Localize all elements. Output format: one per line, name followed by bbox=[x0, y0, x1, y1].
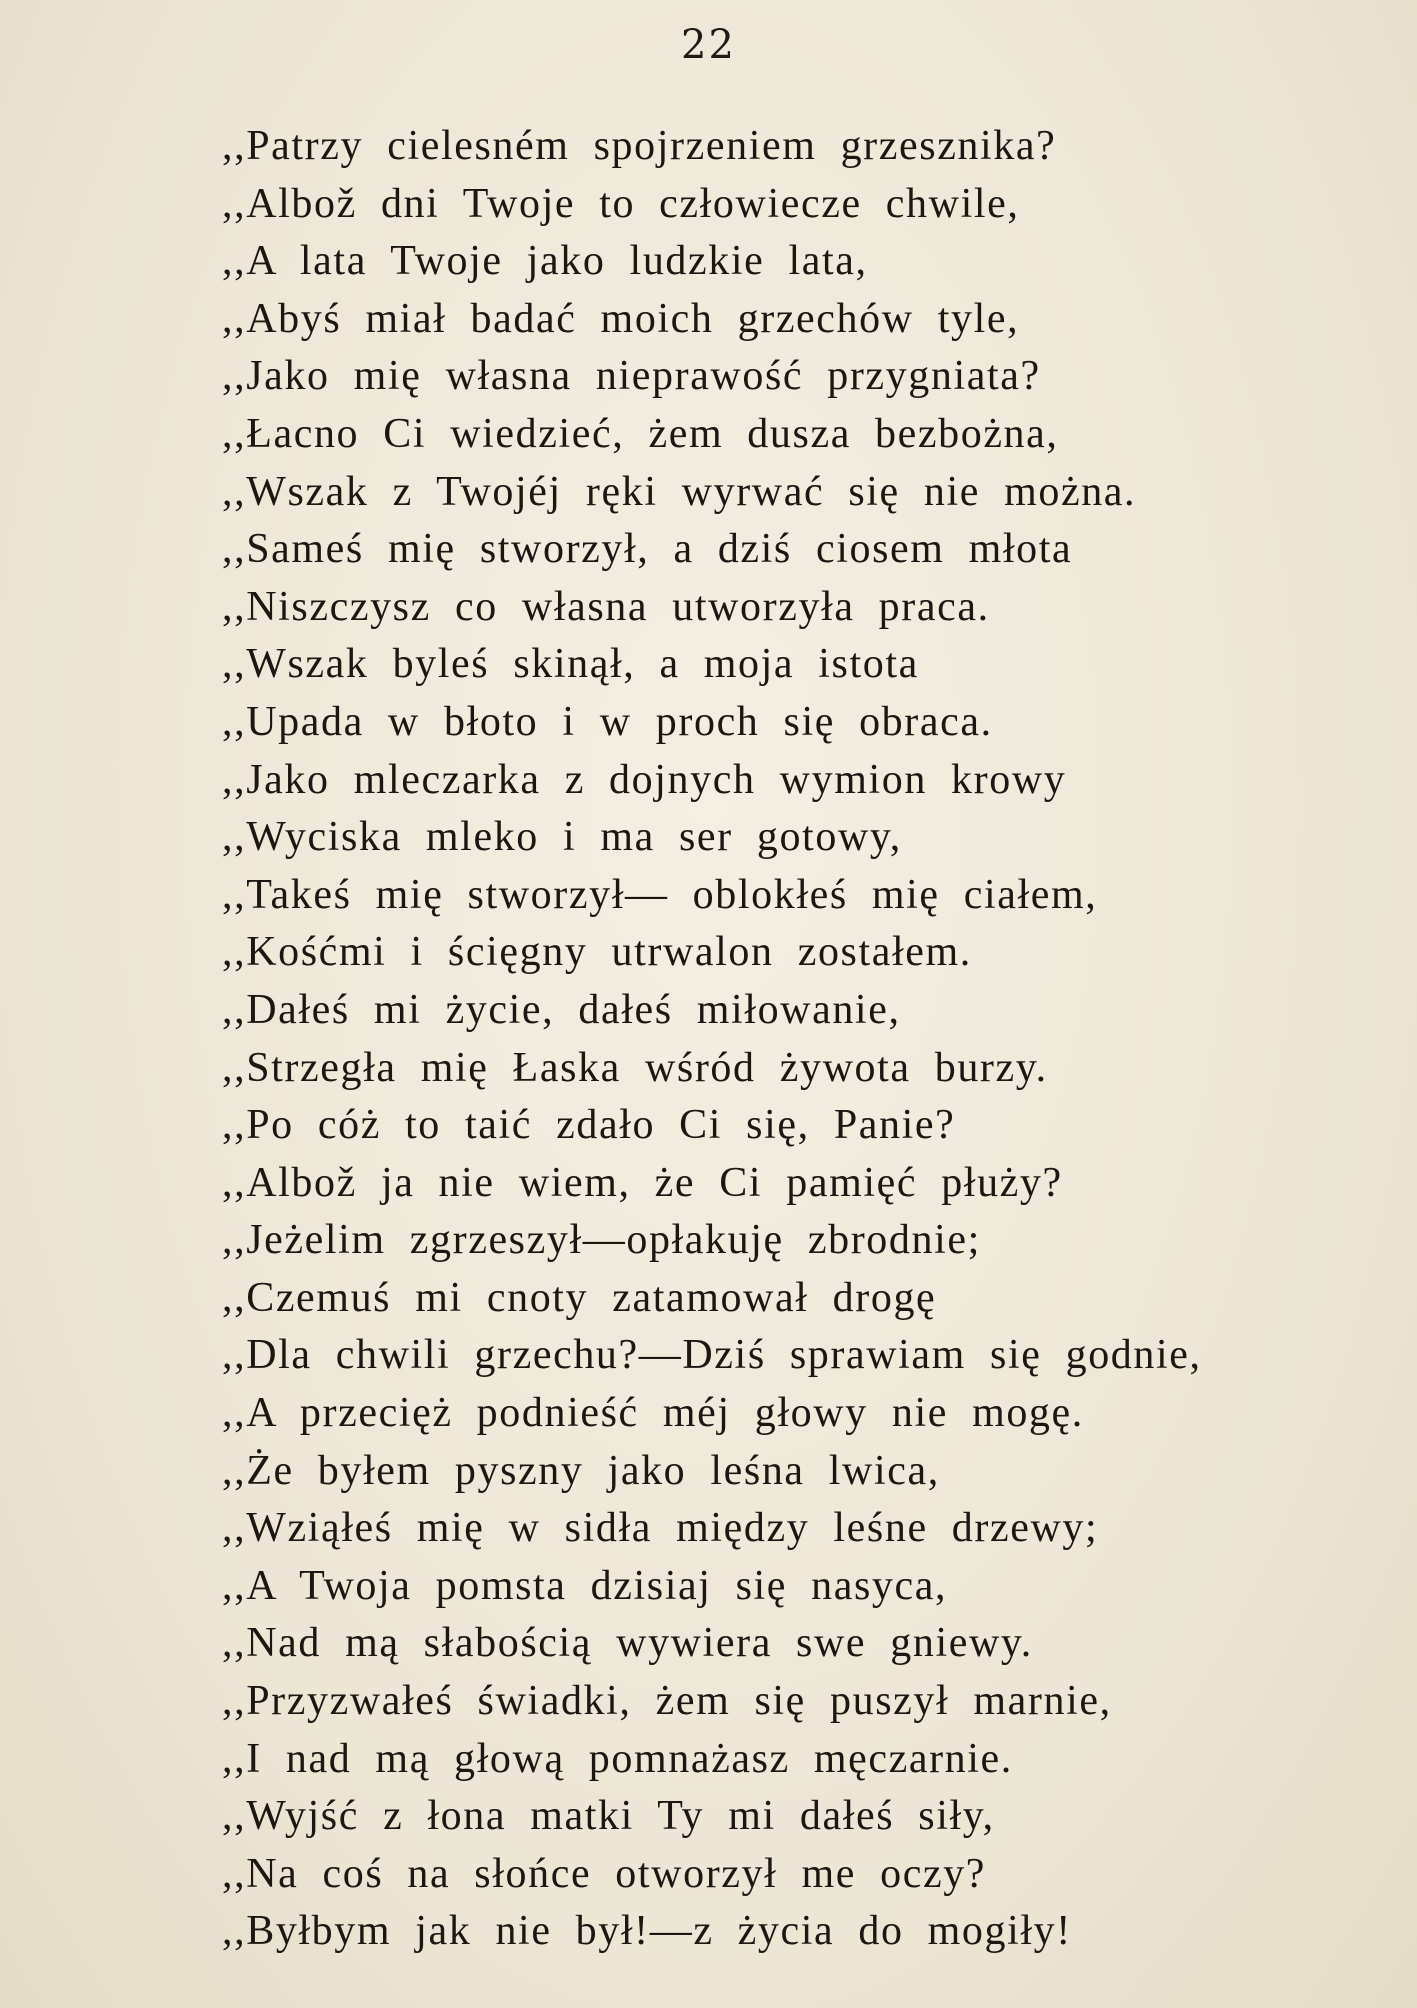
poem-line: ,,Przyzwałeś świadki, żem się puszył marnie, bbox=[222, 1678, 1112, 1725]
poem-line: ,,Abyś miał badać moich grzechów tyle, bbox=[222, 295, 1020, 342]
poem-line: ,,Jako mleczarka z dojnych wymion krowy bbox=[222, 756, 1067, 803]
poem-line: ,,Sameś mię stworzył, a dziś ciosem młota bbox=[222, 526, 1073, 573]
poem-line: ,,A lata Twoje jako ludzkie lata, bbox=[222, 238, 868, 285]
poem-line: ,,A Twoja pomsta dzisiaj się nasyca, bbox=[222, 1562, 948, 1609]
poem-line: ,,Upada w błoto i w proch się obraca. bbox=[222, 698, 993, 745]
poem-line: ,,Wszak z Twojéj ręki wyrwać się nie można. bbox=[222, 468, 1137, 515]
poem-line: ,,Strzegła mię Łaska wśród żywota burzy. bbox=[222, 1044, 1048, 1091]
poem-line: ,,A przecięż podnieść méj głowy nie mogę. bbox=[222, 1390, 1084, 1437]
poem-line: ,,Nad mą słabością wywiera swe gniewy. bbox=[222, 1620, 1033, 1667]
poem-line: ,,Kośćmi i ścięgny utrwalon zostałem. bbox=[222, 929, 972, 976]
poem-line: ,,Na coś na słońce otworzył me oczy? bbox=[222, 1850, 987, 1897]
poem-line: ,,Niszczysz co własna utworzyła praca. bbox=[222, 583, 990, 630]
poem-line: ,,Takeś mię stworzył— oblokłeś mię ciałem, bbox=[222, 871, 1098, 918]
poem-line: ,,Byłbym jak nie był!—z życia do mogiły! bbox=[222, 1908, 1072, 1955]
poem-line: ,,Albož ja nie wiem, że Ci pamięć płuży? bbox=[222, 1159, 1063, 1206]
poem-line: ,,Po cóż to taić zdało Ci się, Panie? bbox=[222, 1102, 956, 1149]
poem-line: ,,Jeżelim zgrzeszył—opłakuję zbrodnie; bbox=[222, 1217, 981, 1264]
poem-line: ,,Wyciska mleko i ma ser gotowy, bbox=[222, 814, 902, 861]
poem-line: ,,Albož dni Twoje to człowiecze chwile, bbox=[222, 180, 1020, 227]
poem-line: ,,Wszak byleś skinął, a moja istota bbox=[222, 641, 919, 688]
poem-line: ,,Wziąłeś mię w sidła między leśne drzewy; bbox=[222, 1505, 1099, 1552]
page-number: 22 bbox=[681, 22, 736, 68]
poem-line: ,,Dla chwili grzechu?—Dziś sprawiam się godnie, bbox=[222, 1332, 1202, 1379]
poem-line: ,,Łacno Ci wiedzieć, żem dusza bezbożna, bbox=[222, 410, 1059, 457]
poem-line: ,,Czemuś mi cnoty zatamował drogę bbox=[222, 1274, 937, 1321]
poem-text bbox=[222, 118, 1402, 1961]
poem-line: ,,Jako mię własna nieprawość przygniata? bbox=[222, 353, 1041, 400]
poem-line: ,,I nad mą głową pomnażasz męczarnie. bbox=[222, 1735, 1013, 1782]
poem-line: ,,Że byłem pyszny jako leśna lwica, bbox=[222, 1447, 940, 1494]
poem-line: ,,Patrzy cielesném spojrzeniem grzesznika? bbox=[222, 123, 1057, 169]
poem-line: ,,Wyjść z łona matki Ty mi dałeś siły, bbox=[222, 1793, 995, 1840]
poem-line: ,,Dałeś mi życie, dałeś miłowanie, bbox=[222, 986, 901, 1033]
